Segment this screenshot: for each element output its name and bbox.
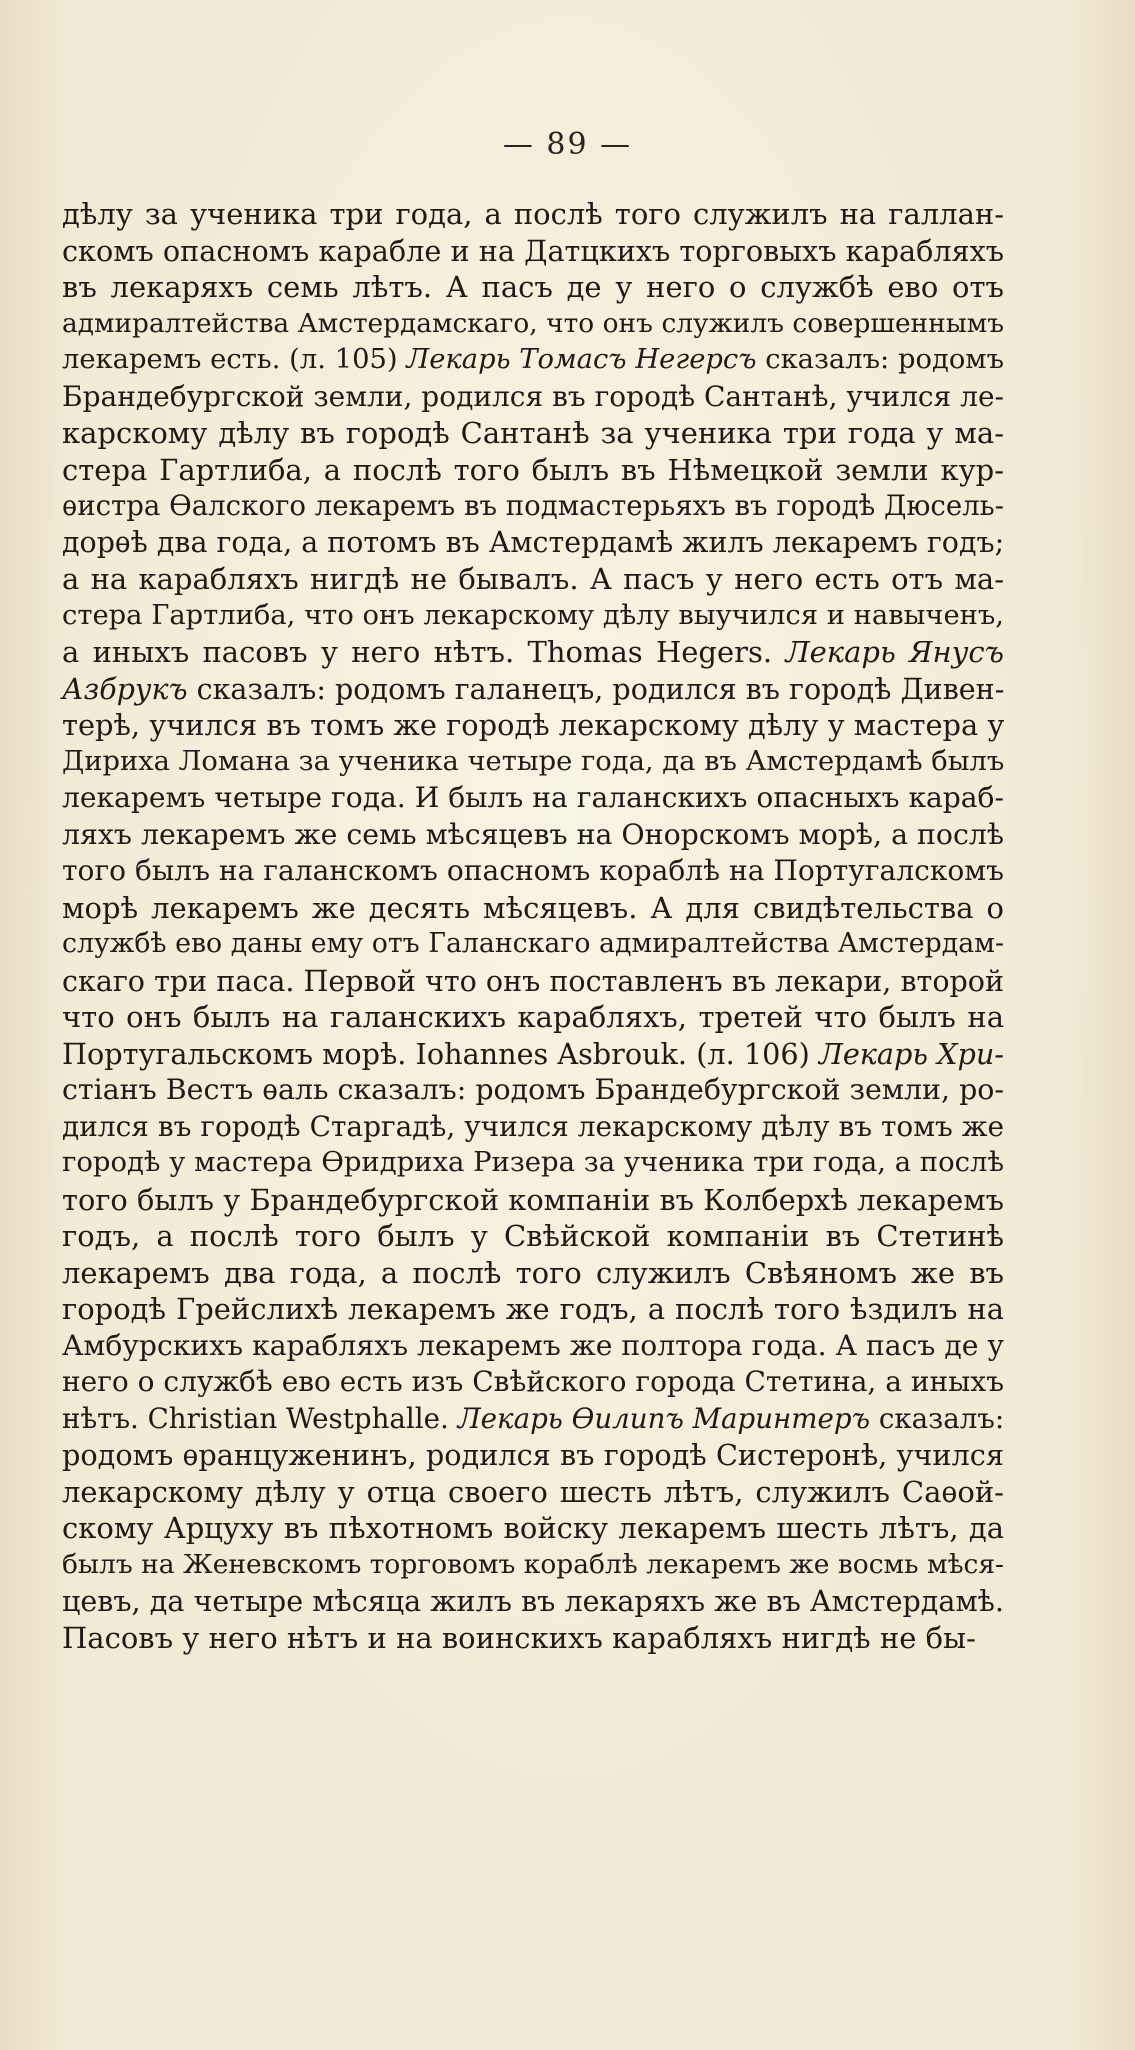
italic-name: Лекарь Ѳилипъ Маринтеръ <box>457 1401 871 1435</box>
text-line <box>62 890 1004 927</box>
italic-name: Лекарь Янусъ <box>785 635 1004 669</box>
italic-name: Лекарь Томасъ Негерсъ <box>406 344 757 375</box>
text-run: того былъ на галанскомъ опасномъ кораблѣ на Португалскомъ <box>62 854 1004 887</box>
text-run: а на карабляхъ нигдѣ не бывалъ. А пасъ у него есть отъ ма- <box>62 562 1004 596</box>
text-run: морѣ лекаремъ же десять мѣсяцевъ. А для свидѣтельства о <box>62 890 1004 925</box>
text-line <box>62 963 1004 1000</box>
text-line <box>62 196 1004 233</box>
text-run: ѳистра Ѳалского лекаремъ въ подмастерьяхъ въ городѣ Дюсель- <box>62 489 1004 522</box>
text-run: былъ на Женевскомъ торговомъ кораблѣ лекаремъ же восмь мѣся- <box>62 1548 1004 1580</box>
text-run: городѣ Грейслихѣ лекаремъ же годъ, а послѣ того ѣздилъ на <box>62 1292 1004 1326</box>
text-run: карскому дѣлу въ городѣ Сантанѣ за ученика три года у ма- <box>62 416 1004 450</box>
text-run: а иныхъ пасовъ у него нѣтъ. Thomas Hegers. <box>62 635 786 669</box>
italic-name: Лекарь Хри- <box>818 1036 1004 1071</box>
text-line <box>62 707 1004 744</box>
text-run: Португальскомъ морѣ. Iohannes Asbrouk. (л. 106) <box>62 1036 819 1071</box>
text-run: лекарскому дѣлу у отца своего шесть лѣтъ, служилъ Саѳой- <box>62 1474 1004 1509</box>
text-run: Пасовъ у него нѣтъ и на воинскихъ карабляхъ нигдѣ не бы- <box>62 1620 976 1655</box>
text-line <box>62 342 1004 379</box>
text-run: адмиралтейства Амстердамскаго, что онъ служилъ совершеннымъ <box>62 308 1004 339</box>
text-run: службѣ ево даны ему отъ Галанскаго адмиралтейства Амстердам- <box>62 928 1004 959</box>
text-line <box>62 1364 1004 1401</box>
text-line <box>62 598 1004 635</box>
text-line <box>62 1182 1004 1219</box>
text-run: сказалъ: родомъ <box>756 344 1004 375</box>
text-line <box>62 817 1004 854</box>
text-line <box>62 1036 1004 1073</box>
text-run: городѣ у мастера Ѳридриха Ризера за ученика три года, а послѣ <box>62 1147 1004 1178</box>
text-line <box>62 1583 1004 1620</box>
text-run: сказалъ: <box>870 1401 1005 1435</box>
text-run: скому Арцуху въ пѣхотномъ войску лекаремъ шесть лѣтъ, да <box>62 1511 1004 1545</box>
text-line <box>62 1401 1004 1438</box>
italic-name: Азбрукъ <box>62 671 188 706</box>
text-line <box>62 634 1004 671</box>
text-line <box>62 999 1004 1036</box>
text-line <box>62 1291 1004 1328</box>
text-line <box>62 926 1004 963</box>
text-run: въ лекаряхъ семь лѣтъ. А пасъ де у него о службѣ ево отъ <box>62 270 1004 304</box>
text-run: скаго три паса. Первой что онъ поставленъ въ лекари, второй <box>62 963 1004 998</box>
text-line <box>62 525 1004 562</box>
text-run: лекаремъ есть. (л. 105) <box>62 344 407 375</box>
text-line <box>62 1328 1004 1365</box>
body-text <box>62 196 1004 1656</box>
text-line <box>62 671 1004 708</box>
text-line <box>62 269 1004 306</box>
text-line <box>62 561 1004 598</box>
text-line <box>62 1255 1004 1292</box>
text-line <box>62 1510 1004 1547</box>
text-run: лекаремъ четыре года. И былъ на галанскихъ опасныхъ караб- <box>62 781 1004 814</box>
text-line <box>62 1145 1004 1182</box>
text-run: ляхъ лекаремъ же семь мѣсяцевъ на Онорскомъ морѣ, а послѣ <box>62 817 1004 851</box>
text-line <box>62 415 1004 452</box>
text-run: лекаремъ два года, а послѣ того служилъ Свѣяномъ же въ <box>62 1255 1004 1290</box>
text-line <box>62 1547 1004 1584</box>
text-run: Дириха Ломана за ученика четыре года, да въ Амстердамѣ былъ <box>62 745 1005 777</box>
text-run: дѣлу за ученика три года, а послѣ того служилъ на галлан- <box>62 197 1004 231</box>
text-line <box>62 1072 1004 1109</box>
text-run: дорѳѣ два года, а потомъ въ Амстердамѣ жилъ лекаремъ годъ; <box>62 525 1005 559</box>
text-line <box>62 379 1004 416</box>
text-line <box>62 853 1004 890</box>
text-run: него о службѣ ево есть изъ Свѣйского города Стетина, а иныхъ <box>62 1365 1004 1398</box>
text-line <box>62 1218 1004 1255</box>
text-line <box>62 488 1004 525</box>
text-line <box>62 306 1004 343</box>
text-run: стера Гартлиба, а послѣ того былъ въ Нѣмецкой земли кур- <box>62 452 1004 487</box>
text-run: скомъ опасномъ карабле и на Датцкихъ торговыхъ карабляхъ <box>62 233 1004 268</box>
text-run: что онъ былъ на галанскихъ карабляхъ, третей что былъ на <box>62 1000 1004 1034</box>
text-line <box>62 1437 1004 1474</box>
text-run: цевъ, да четыре мѣсяца жилъ въ лекаряхъ же въ Амстердамѣ. <box>62 1584 1004 1618</box>
text-line <box>62 233 1004 270</box>
text-line <box>62 744 1004 781</box>
text-run: стіанъ Вестъ ѳаль сказалъ: родомъ Брандебургской земли, ро- <box>62 1073 1004 1106</box>
text-line <box>62 1620 1004 1657</box>
text-line <box>62 452 1004 489</box>
text-line <box>62 1109 1004 1146</box>
text-run: стера Гартлиба, что онъ лекарскому дѣлу выучился и навыченъ, <box>62 599 1004 631</box>
text-run: сказалъ: родомъ галанецъ, родился въ городѣ Дивен- <box>187 671 1005 706</box>
text-run: дился въ городѣ Старгадѣ, учился лекарскому дѣлу въ томъ же <box>62 1109 1004 1143</box>
text-line <box>62 1474 1004 1511</box>
text-run: того былъ у Брандебургской компаніи въ Колберхѣ лекаремъ <box>62 1182 1004 1217</box>
text-run: терѣ, учился въ томъ же городѣ лекарскому дѣлу у мастера у <box>62 708 1005 742</box>
text-run: годъ, а послѣ того былъ у Свѣйской компаніи въ Стетинѣ <box>62 1219 1004 1253</box>
text-line <box>62 780 1004 817</box>
text-run: родомъ ѳранцуженинъ, родился въ городѣ Систеронѣ, учился <box>62 1438 1004 1472</box>
page-number: — 89 — <box>502 127 633 162</box>
text-run: Брандебургской земли, родился въ городѣ Сантанѣ, учился ле- <box>62 379 1004 413</box>
text-run: Амбурскихъ карабляхъ лекаремъ же полтора года. А пасъ де у <box>62 1328 1004 1362</box>
text-run: нѣтъ. Christian Westphalle. <box>62 1401 458 1435</box>
